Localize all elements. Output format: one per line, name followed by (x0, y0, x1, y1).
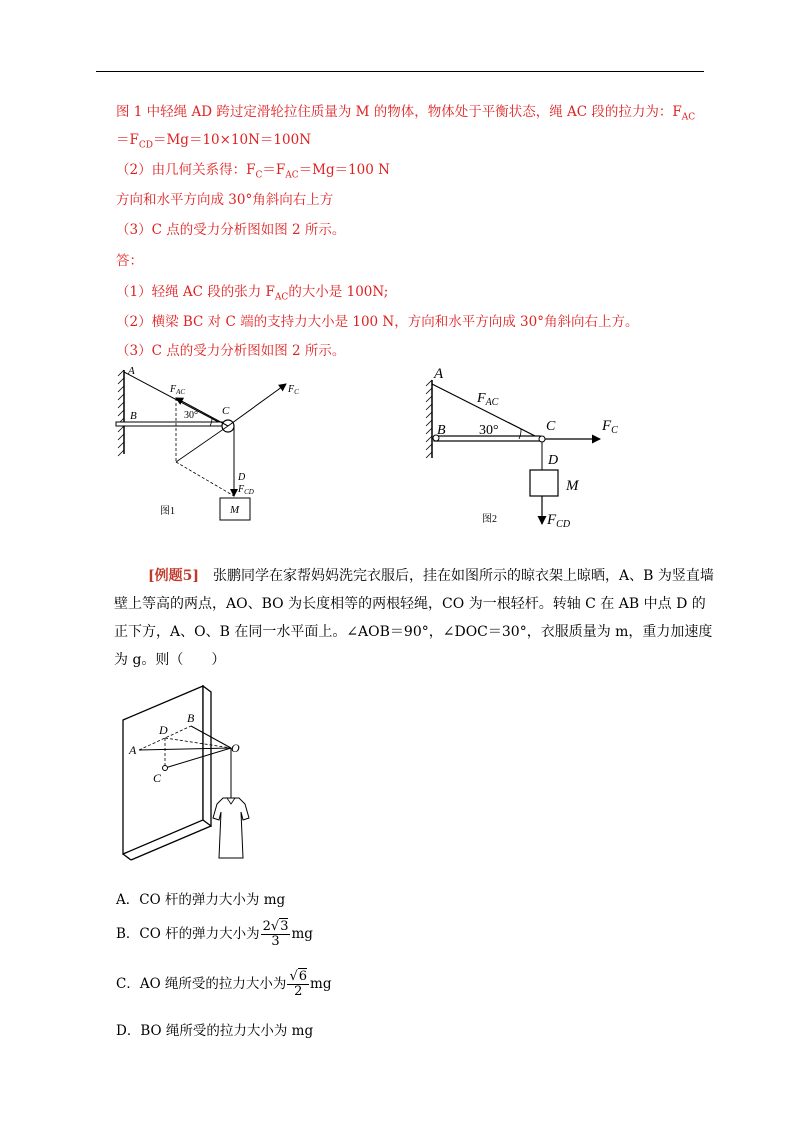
fig3-label-d: D (159, 723, 168, 737)
figure-2 (415, 362, 635, 532)
fig3-label-a: A (129, 743, 137, 757)
fig2-angle: 30° (479, 423, 499, 438)
solution-line-3: （2）由几何关系得：$F_C=F_{AC}=Mg=100$ N (116, 162, 390, 181)
option-b: B．CO 杆的弹力大小为 $\frac{2√3}{3}$ mg (116, 919, 313, 949)
answer-2: （2）横梁 BC 对 C 端的支持力大小是 100 N，方向和水平方向成 30°角斜向右上方。 (116, 314, 639, 330)
wall-bottom (123, 854, 131, 860)
mass-box (530, 470, 558, 496)
dashed-3 (176, 426, 228, 462)
clothes (213, 798, 249, 858)
dashed-2 (176, 462, 234, 496)
answer-label: 答： (116, 253, 143, 269)
figure-1 (110, 362, 320, 532)
fig1-mass: M (230, 504, 240, 516)
header-rule (96, 71, 704, 72)
fig1-caption: 图1 (160, 506, 175, 517)
fig2-mass: M (566, 478, 579, 494)
arrow-fc (228, 384, 286, 426)
fig2-label-a: A (434, 366, 444, 382)
fig1-label-d: D (238, 472, 246, 483)
pivot-c (163, 766, 168, 771)
option-a: A．CO 杆的弹力大小为 mg (116, 892, 286, 908)
fig2-label-fac: $F_{AC}$ (477, 391, 499, 408)
example-5-text: [例题5] 张鹏同学在家帮妈妈洗完衣服后，挂在如图所示的晾衣架上晾晒，A、B 为竖直墙壁上等高的两点，AO、BO 为长度相等的两根轻绳，CO 为一根轻杆。转轴 C 在 AB 中点 D 的正下方，A、O、B 在同一水平面上。∠AOB＝90°，∠DOC＝30°，衣服质量为 m，重力加速度为 g。则（ ） (114, 568, 714, 668)
fig1-label-fc: $F_C$ (288, 384, 299, 396)
fig2-caption: 图2 (482, 514, 497, 525)
option-d: D．BO 绳所受的拉力大小为 mg (116, 1023, 314, 1039)
beam-bc (116, 422, 224, 426)
fig3-label-c: C (153, 771, 162, 785)
fig3-label-o: O (231, 741, 240, 755)
fig1-angle: 30° (184, 410, 198, 421)
option-c: C．AO 绳所受的拉力大小为 $\frac{√6}{2}$ mg (116, 969, 332, 999)
joint-c (539, 436, 545, 442)
fig3-label-b: B (187, 711, 195, 725)
figure-3 (115, 678, 275, 868)
answer-1: （1）轻绳 AC 段的张力 $F_{AC}$的大小是 100N; (116, 284, 389, 303)
fig1-label-fcd: $F_{CD}$ (238, 484, 254, 496)
fig2-label-fc: $F_C$ (602, 418, 618, 436)
fig1-label-b: B (130, 410, 137, 422)
fig2-label-c: C (546, 419, 556, 434)
example-tag: [例题5] (148, 568, 199, 584)
solution-line-4: 方向和水平方向成 30°角斜向右上方 (116, 192, 334, 208)
fig2-label-b: B (437, 423, 446, 438)
solution-line-2: $=F_{CD}=Mg=10\times 10N=100N$ (116, 132, 312, 151)
answer-3: （3）C 点的受力分析图如图 2 所示。 (116, 343, 346, 359)
fig2-label-fcd: $F_{CD}$ (547, 512, 571, 530)
fig1-label-a: A (128, 365, 135, 377)
fig1-label-fac: $F_{AC}$ (170, 384, 186, 396)
rope-ac (124, 372, 226, 426)
solution-line-1: 图 1 中轻绳 AD 跨过定滑轮拉住质量为 M 的物体，物体处于平衡状态，绳 AC 段的拉力为：$F_{AC}$ (116, 104, 696, 123)
solution-line-5: （3）C 点的受力分析图如图 2 所示。 (116, 222, 346, 238)
fig2-label-d: D (548, 453, 559, 468)
wall-hatch (426, 380, 432, 458)
wall-hatch (118, 370, 124, 456)
fig1-label-c: C (222, 405, 230, 417)
